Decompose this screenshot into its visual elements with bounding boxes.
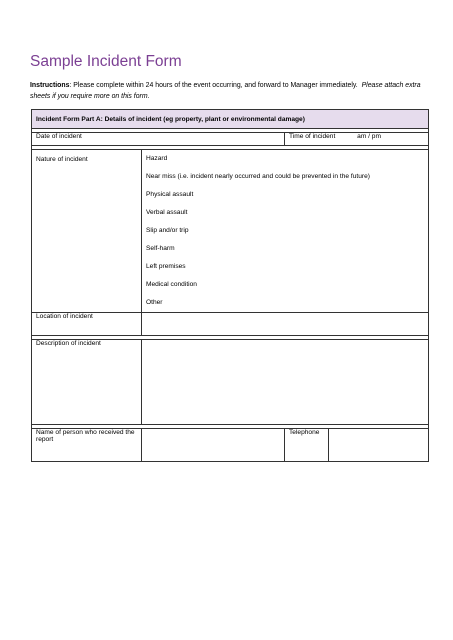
option-self-harm[interactable]: Self-harm bbox=[146, 245, 175, 252]
instructions-label: Instructions bbox=[30, 82, 70, 89]
option-other[interactable]: Other bbox=[146, 299, 163, 306]
instructions-text: : Please complete within 24 hours of the event occurring, and forward to Manager immediately. bbox=[69, 82, 358, 89]
time-of-incident-field[interactable] bbox=[285, 133, 429, 146]
page-title: Sample Incident Form bbox=[30, 53, 182, 70]
location-of-incident-label: Location of incident bbox=[32, 313, 142, 336]
location-of-incident-field[interactable] bbox=[142, 313, 429, 336]
incident-form-table bbox=[31, 109, 429, 462]
name-of-person-label: Name of person who received the report bbox=[32, 429, 142, 462]
description-of-incident-field[interactable] bbox=[142, 340, 429, 425]
date-of-incident-label: Date of incident bbox=[36, 133, 82, 140]
option-verbal-assault[interactable]: Verbal assault bbox=[146, 209, 188, 216]
nature-of-incident-options bbox=[142, 150, 429, 313]
time-of-incident-label: Time of incident bbox=[289, 133, 336, 140]
am-pm-option[interactable]: am / pm bbox=[357, 133, 381, 140]
telephone-field[interactable] bbox=[329, 429, 429, 462]
name-of-person-field[interactable] bbox=[142, 429, 285, 462]
telephone-label: Telephone bbox=[285, 429, 329, 462]
date-of-incident-field[interactable] bbox=[32, 133, 285, 146]
option-left-premises[interactable]: Left premises bbox=[146, 263, 186, 270]
option-slip-trip[interactable]: Slip and/or trip bbox=[146, 227, 189, 234]
instructions bbox=[30, 81, 430, 102]
description-of-incident-label: Description of incident bbox=[32, 340, 142, 425]
option-near-miss[interactable]: Near miss (i.e. incident nearly occurred and could be prevented in the future) bbox=[146, 173, 370, 180]
option-medical-condition[interactable]: Medical condition bbox=[146, 281, 197, 288]
instructions-note: Please attach extra sheets if you require more on this form. bbox=[30, 82, 421, 100]
option-hazard[interactable]: Hazard bbox=[146, 155, 168, 162]
nature-of-incident-label: Nature of incident bbox=[32, 150, 142, 313]
form-part-a-header: Incident Form Part A: Details of incident (eg property, plant or environmental damage) bbox=[32, 110, 429, 129]
option-physical-assault[interactable]: Physical assault bbox=[146, 191, 194, 198]
